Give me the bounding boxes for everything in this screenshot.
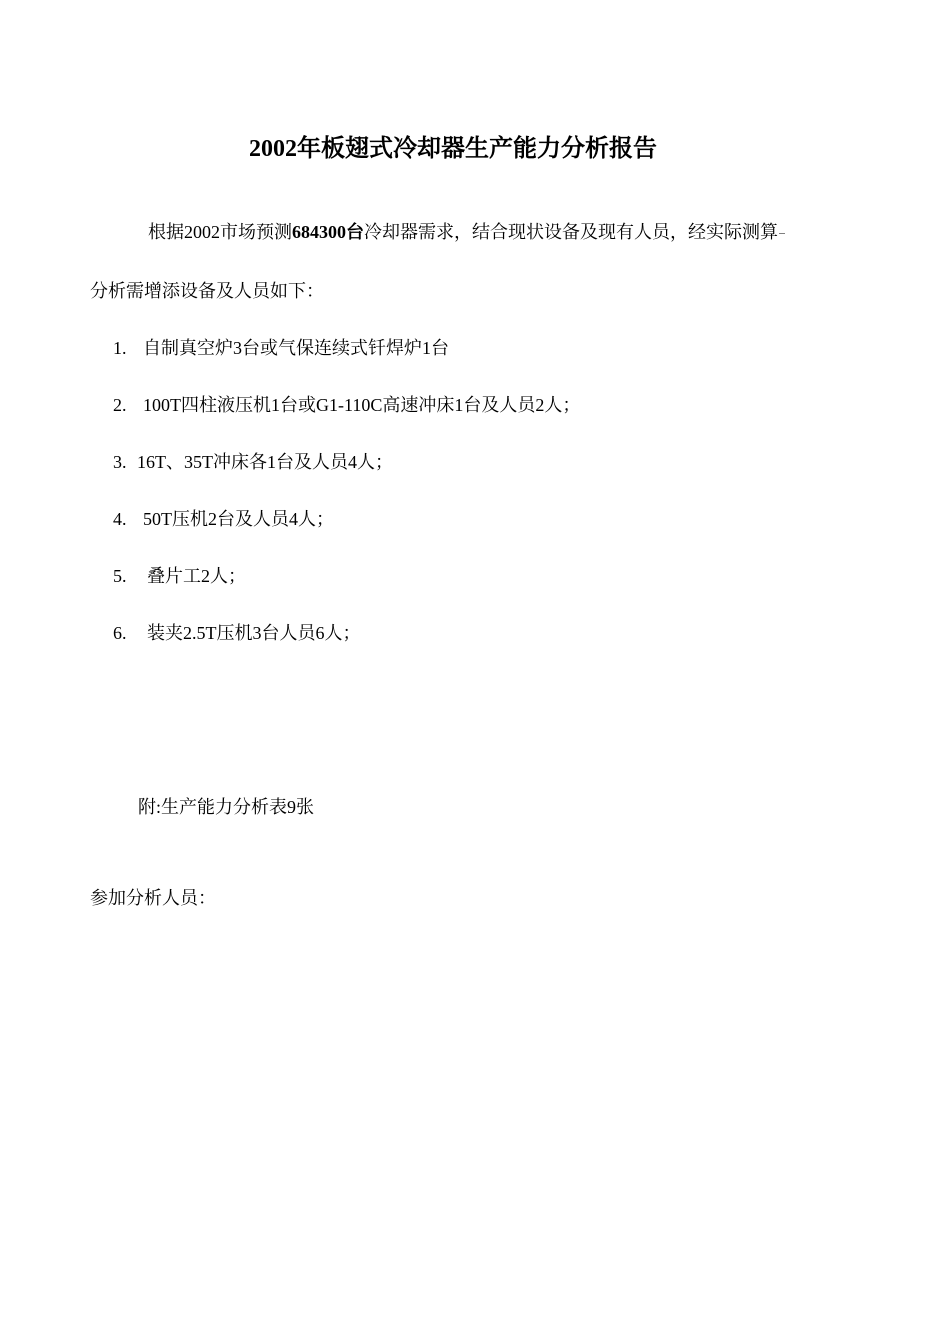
list-item-text: 50T压机2台及人员4人； (143, 509, 334, 529)
list-item-number: 4. (113, 509, 127, 529)
list-item-number: 5. (113, 566, 127, 586)
list-item-number: 6. (113, 623, 127, 643)
list-item-number: 1. (113, 338, 127, 358)
participants-label: 参加分析人员： (90, 888, 216, 908)
list-item-text: 100T四柱液压机1台或G1-110C高速冲床1台及人员2人； (143, 395, 581, 415)
intro-paragraph-line-2: 分析需增添设备及人员如下： (90, 281, 324, 301)
list-item (113, 392, 580, 418)
intro-prefix: 根据2002市场预测 (148, 222, 292, 242)
list-item-text: 16T、35T冲床各1台及人员4人； (137, 452, 393, 472)
list-item (113, 620, 361, 646)
list-item-number: 2. (113, 395, 127, 415)
intro-suffix: 冷却器需求，结合现状设备及现有人员，经实际测算 (364, 222, 778, 242)
list-item-number: 3. (113, 452, 127, 472)
intro-paragraph-line-1 (148, 219, 785, 245)
list-item-text: 自制真空炉3台或气保连续式钎焊炉1台 (143, 338, 449, 358)
list-item (113, 335, 449, 361)
list-item (113, 449, 393, 475)
list-item-text: 装夹2.5T压机3台人员6人； (147, 623, 361, 643)
list-item (113, 563, 246, 589)
document-title: 2002年板翅式冷却器生产能力分析报告 (249, 136, 657, 162)
intro-demand-value: 684300台 (292, 222, 364, 242)
list-item (113, 506, 334, 532)
list-item-text: 叠片工2人； (147, 566, 246, 586)
attachment-note: 附:生产能力分析表9张 (138, 797, 315, 817)
paragraph-mark (779, 233, 785, 234)
